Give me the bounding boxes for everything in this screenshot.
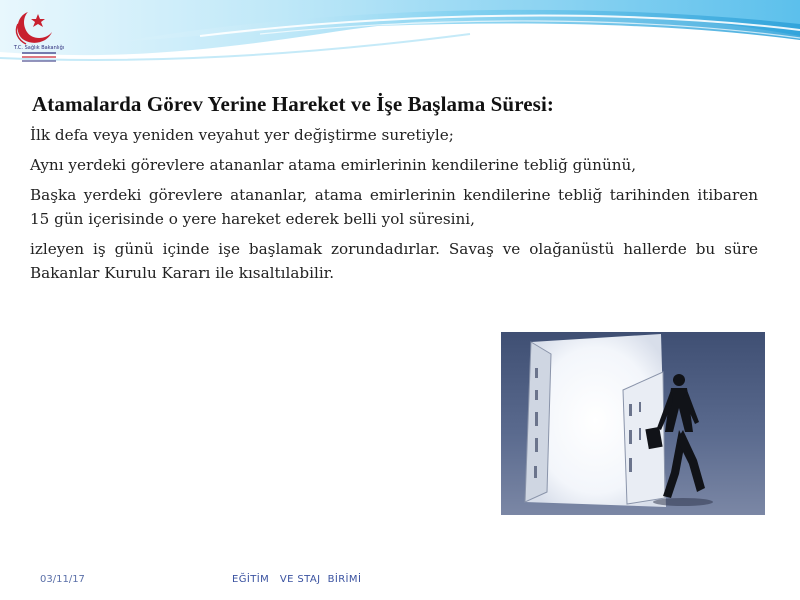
paragraph: Başka yerdeki görevlere atananlar, atama emirlerinin kendilerine tebliğ tarihinden itibaren 15 gün içerisinde o yere hareket ederek belli yol süresini,	[30, 186, 758, 228]
crescent-star-icon	[16, 12, 52, 44]
paragraph: Aynı yerdeki görevlere atananlar atama emirlerinin kendilerine tebliğ gününü,	[30, 156, 637, 174]
footer-unit-name: EĞİTİM VE STAJ BİRİMİ	[232, 574, 362, 585]
header-wave-decoration	[0, 0, 800, 90]
logo-text: T.C. Sağlık Bakanlığı	[13, 45, 65, 51]
slide-content	[30, 92, 758, 291]
footer-date: 03/11/17	[40, 574, 85, 585]
slide-title: Atamalarda Görev Yerine Hareket ve İşe Başlama Süresi:	[32, 92, 554, 116]
paragraph: izleyen iş günü içinde işe başlamak zorundadırlar. Savaş ve olağanüstü hallerde bu süre Bakanlar Kurulu Kararı ile kısaltılabilir.	[30, 240, 758, 282]
ministry-logo	[8, 4, 70, 66]
doorway-walking-man-image	[501, 332, 765, 515]
paragraph: İlk defa veya yeniden veyahut yer değiştirme suretiyle;	[30, 126, 454, 144]
